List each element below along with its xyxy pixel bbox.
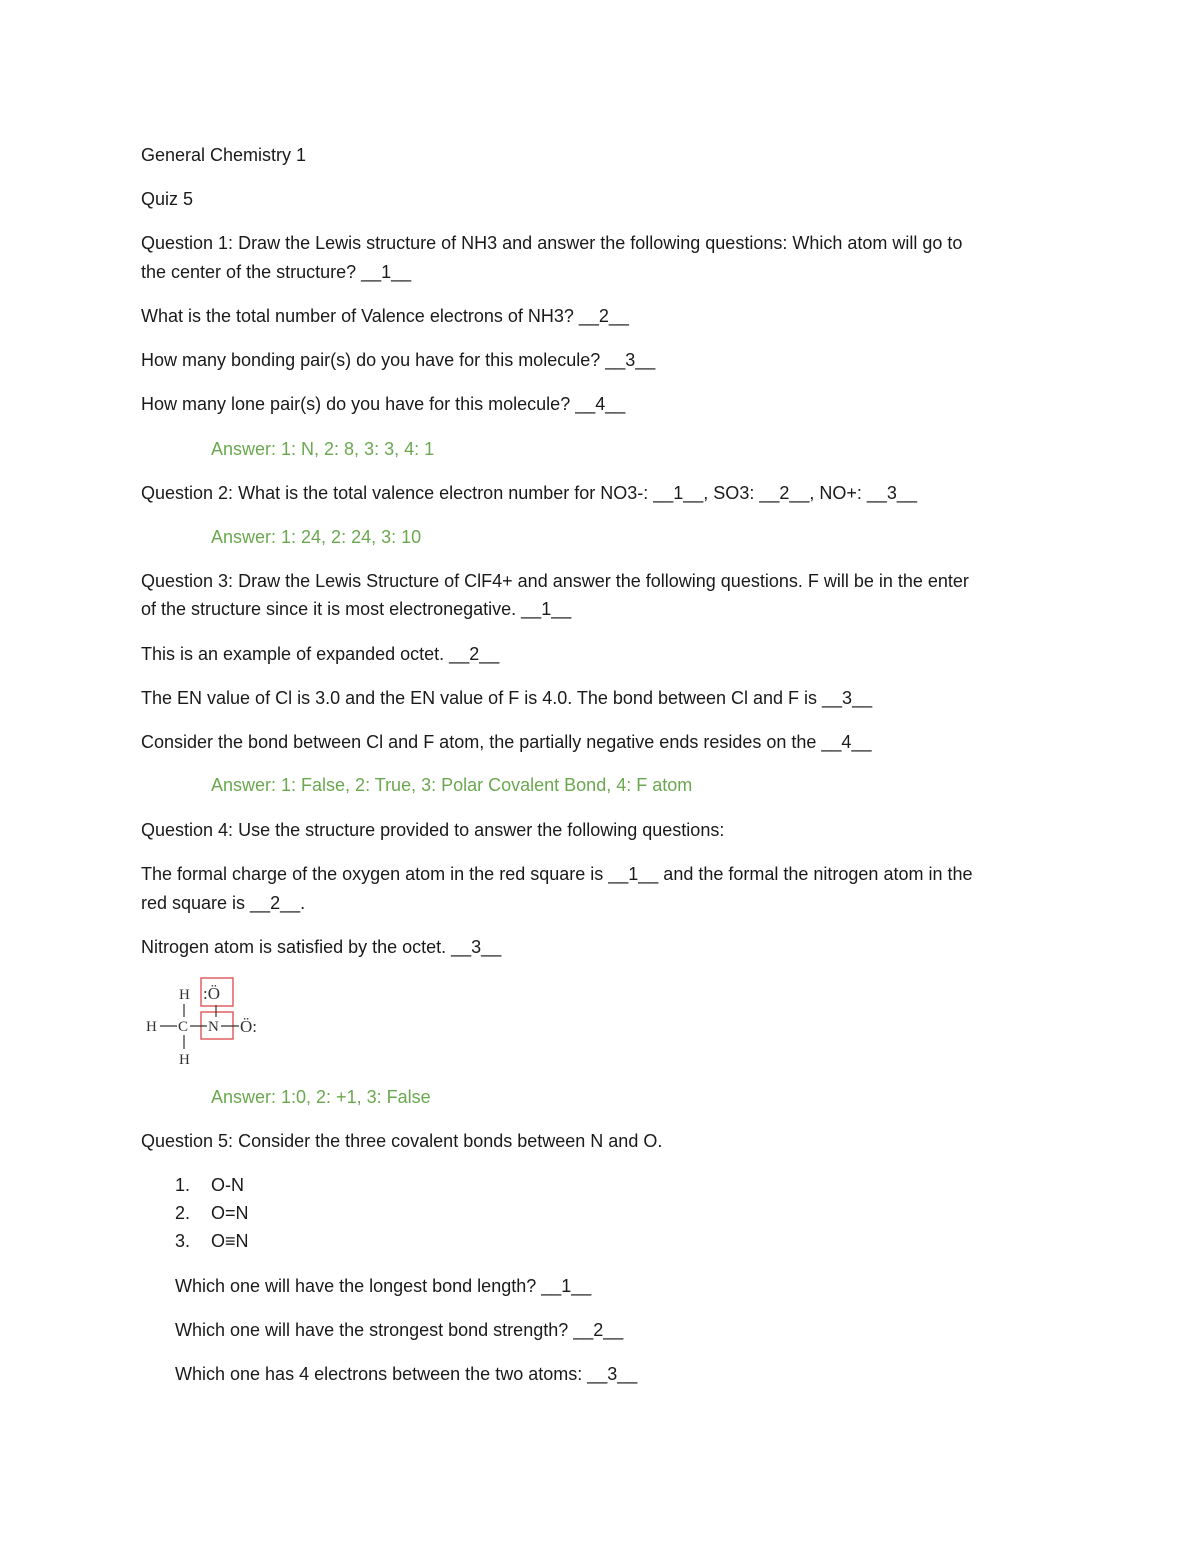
question-1-sub-2: How many bonding pair(s) do you have for this molecule? __3__ [141,350,656,370]
question-2-answer: Answer: 1: 24, 2: 24, 3: 10 [211,527,422,547]
atom-h-bottom: H [179,1052,190,1068]
question-5-sub-2: Which one will have the strongest bond strength? __2__ [175,1320,624,1340]
question-4-lead: Question 4: [141,820,234,840]
atom-h-top: H [179,987,190,1003]
question-3-text-cont: of the structure since it is most electronegative. __1__ [141,599,572,619]
list-item-number: 1. [175,1175,191,1195]
list-item [175,1227,249,1255]
question-4-sub-1-cont: red square is __2__. [141,893,306,913]
question-3-sub-1: This is an example of expanded octet. __2__ [141,644,500,664]
question-1-answer: Answer: 1: N, 2: 8, 3: 3, 4: 1 [211,439,435,459]
question-4 [141,816,724,844]
atom-o-right: Ö: [240,1017,257,1036]
atom-n: N [208,1019,219,1035]
question-4-sub-1: The formal charge of the oxygen atom in the red square is __1__ and the formal the nitrogen atom in the [141,864,973,884]
question-3-lead: Question 3: [141,571,234,591]
question-5-sub-1: Which one will have the longest bond length? __1__ [175,1276,592,1296]
list-item-number: 2. [175,1203,191,1223]
lewis-structure-diagram [140,975,270,1070]
question-3-sub-2: The EN value of Cl is 3.0 and the EN value of F is 4.0. The bond between Cl and F is __3__ [141,688,873,708]
question-4-sub-2: Nitrogen atom is satisfied by the octet. __3__ [141,937,502,957]
question-3-text: Draw the Lewis Structure of ClF4+ and answer the following questions. F will be in the enter [233,571,969,591]
list-item [175,1199,249,1227]
quiz-title: Quiz 5 [141,189,194,209]
question-2 [141,479,917,507]
list-item-label: O-N [211,1175,244,1195]
question-3 [141,567,969,595]
atom-o-top: :Ö [203,984,220,1003]
question-1-sub-3: How many lone pair(s) do you have for this molecule? __4__ [141,394,626,414]
list-item-label: O≡N [211,1231,249,1251]
question-5-text: Consider the three covalent bonds between N and O. [233,1131,663,1151]
question-5 [141,1127,662,1155]
question-1-text-cont: the center of the structure? __1__ [141,262,412,282]
question-1-lead: Question 1: [141,233,234,253]
atom-h-left: H [146,1019,157,1035]
question-4-answer: Answer: 1:0, 2: +1, 3: False [211,1087,431,1107]
question-3-answer: Answer: 1: False, 2: True, 3: Polar Covalent Bond, 4: F atom [211,775,693,795]
question-2-lead: Question 2: [141,483,234,503]
question-3-sub-3: Consider the bond between Cl and F atom, the partially negative ends resides on the __4__ [141,732,872,752]
list-item [175,1171,244,1199]
question-1-sub-1: What is the total number of Valence electrons of NH3? __2__ [141,306,629,326]
question-4-text: Use the structure provided to answer the following questions: [233,820,725,840]
question-2-text: What is the total valence electron number for NO3-: __1__, SO3: __2__, NO+: __3__ [233,483,917,503]
question-5-sub-3: Which one has 4 electrons between the two atoms: __3__ [175,1364,638,1384]
course-title: General Chemistry 1 [141,145,307,165]
question-5-lead: Question 5: [141,1131,234,1151]
question-1 [141,229,962,257]
atom-c: C [178,1019,189,1035]
list-item-label: O=N [211,1203,249,1223]
question-1-text: Draw the Lewis structure of NH3 and answer the following questions: Which atom will go to [233,233,963,253]
list-item-number: 3. [175,1231,191,1251]
